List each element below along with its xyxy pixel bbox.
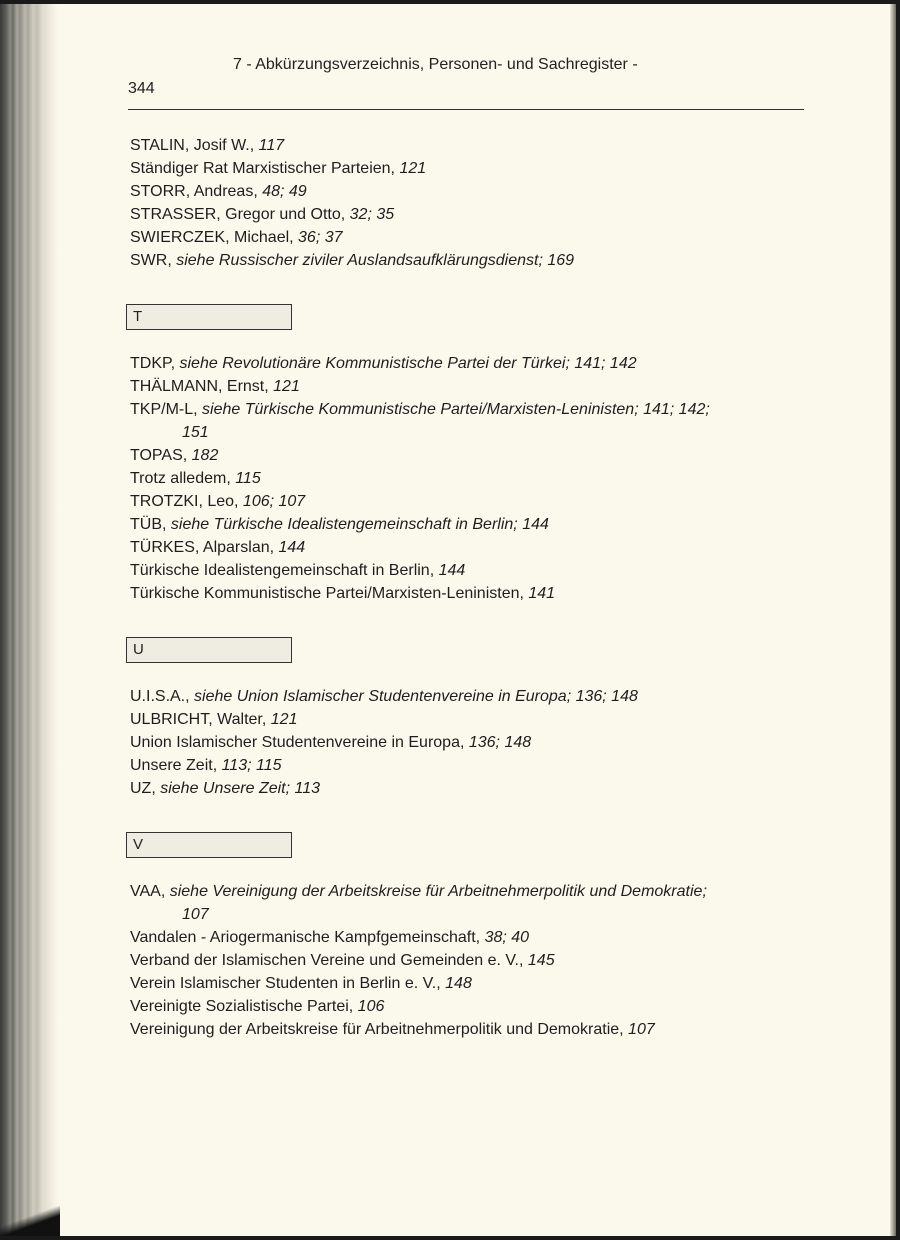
entry-term: STRASSER, Gregor und Otto, — [130, 206, 350, 223]
entry-page-numbers: 36; 37 — [298, 229, 343, 246]
entry-page-numbers: 115 — [235, 470, 261, 487]
index-content — [130, 134, 810, 1041]
entry-page-numbers: ; 169 — [538, 252, 575, 269]
index-entry — [130, 513, 810, 536]
index-entry — [130, 1018, 810, 1041]
index-section — [130, 832, 810, 1041]
index-entry — [130, 926, 810, 949]
entry-page-numbers: 113; 115 — [221, 757, 282, 774]
entry-page-numbers: 121 — [270, 711, 298, 728]
entry-term: THÄLMANN, Ernst, — [130, 378, 274, 395]
entry-term: Türkische Idealistengemeinschaft in Berlin, — [130, 562, 439, 579]
entry-term: Vereinigte Sozialistische Partei, — [130, 998, 358, 1015]
entry-term: Verein Islamischer Studenten in Berlin e. V., — [130, 975, 446, 992]
entry-term: TÜB, — [130, 516, 171, 533]
entry-page-numbers: 32; 35 — [349, 206, 395, 223]
page-header — [128, 52, 804, 112]
entry-term: Vandalen - Ariogermanische Kampfgemeinschaft, — [130, 929, 485, 946]
index-entry — [130, 490, 810, 513]
entry-page-numbers: 48; 49 — [262, 183, 307, 200]
entry-term: TOPAS, — [130, 447, 192, 464]
entry-term: Union Islamischer Studentenvereine in Europa, — [130, 734, 469, 751]
entry-page-numbers: 144 — [438, 562, 466, 579]
index-entry — [130, 352, 810, 375]
entry-term: Unsere Zeit, — [130, 757, 222, 774]
entry-page-numbers: 144 — [278, 539, 306, 556]
entry-page-numbers: ; 113 — [285, 780, 321, 797]
index-entry — [130, 134, 810, 157]
entry-term: Türkische Kommunistische Partei/Marxisten-Leninisten, — [130, 585, 529, 602]
letter-heading-box: U — [126, 637, 292, 663]
entry-page-continuation: 151 — [182, 424, 209, 441]
running-title: 7 - Abkürzungsverzeichnis, Personen- und Sachregister - — [233, 56, 638, 73]
index-entry — [130, 180, 810, 203]
entry-page-numbers: 136; 148 — [468, 734, 532, 751]
entry-see-reference: siehe Union Islamischer Studentenvereine in Europa — [194, 688, 567, 705]
header-rule — [128, 109, 804, 110]
book-binding-edge — [0, 4, 58, 1236]
entry-page-numbers: ; — [702, 883, 707, 900]
index-entry — [130, 972, 810, 995]
entry-term: Vereinigung der Arbeitskreise für Arbeitnehmerpolitik und Demokratie, — [130, 1021, 629, 1038]
entry-term: TROTZKI, Leo, — [130, 493, 243, 510]
entry-see-reference: siehe Unsere Zeit — [160, 780, 286, 797]
entry-term: TÜRKES, Alparslan, — [130, 539, 279, 556]
entry-term: STORR, Andreas, — [130, 183, 263, 200]
entry-page-numbers: 106 — [357, 998, 385, 1015]
entry-page-numbers: 121 — [273, 378, 300, 395]
entry-see-reference: siehe Vereinigung der Arbeitskreise für Arbeitnehmerpolitik und Demokratie — [169, 883, 703, 900]
index-entry — [130, 444, 810, 467]
index-entry — [130, 995, 810, 1018]
entry-page-numbers: 145 — [527, 952, 555, 969]
entry-page-numbers: 106; 107 — [242, 493, 306, 510]
entry-see-reference: siehe Türkische Kommunistische Partei/Marxisten-Leninisten — [202, 401, 635, 418]
index-section — [130, 304, 810, 605]
entry-term: U.I.S.A., — [130, 688, 195, 705]
entry-term: Ständiger Rat Marxistischer Parteien, — [130, 160, 400, 177]
binding-shadow — [0, 1206, 60, 1236]
entry-term: SWIERCZEK, Michael, — [130, 229, 299, 246]
page-right-edge — [890, 4, 896, 1236]
index-entry — [130, 467, 810, 490]
entry-page-continuation: 107 — [182, 906, 209, 923]
entry-term: ULBRICHT, Walter, — [130, 711, 271, 728]
section-spacer — [130, 272, 810, 304]
index-entry — [130, 754, 810, 777]
entry-page-numbers: 117 — [258, 137, 285, 154]
index-entry — [130, 226, 810, 249]
entry-see-reference: siehe Revolutionäre Kommunistische Partei der Türkei — [179, 355, 566, 372]
entry-page-numbers: ; 136; 148 — [566, 688, 638, 705]
index-entry — [130, 880, 810, 926]
entry-term: STALIN, Josif W., — [130, 137, 259, 154]
index-entry — [130, 203, 810, 226]
index-entry — [130, 777, 810, 800]
letter-heading-box: T — [126, 304, 292, 330]
entry-page-numbers: ; 141; 142 — [565, 355, 637, 372]
entry-term: UZ, — [130, 780, 161, 797]
book-page — [0, 4, 896, 1236]
index-section — [130, 134, 810, 272]
index-entry — [130, 157, 810, 180]
entry-term: TKP/M-L, — [130, 401, 203, 418]
entry-see-reference: siehe Russischer ziviler Auslandsaufklärungsdienst — [176, 252, 539, 269]
page-number: 344 — [128, 80, 155, 97]
entry-term: SWR, — [130, 252, 177, 269]
index-entry — [130, 536, 810, 559]
entry-page-numbers: ; 141; 142; — [634, 401, 710, 418]
index-entry — [130, 249, 810, 272]
index-entry — [130, 708, 810, 731]
index-entry — [130, 949, 810, 972]
entry-page-numbers: 141 — [528, 585, 556, 602]
index-entry — [130, 685, 810, 708]
entry-page-numbers: 107 — [628, 1021, 655, 1038]
entry-page-numbers: 38; 40 — [484, 929, 530, 946]
entry-page-numbers: 121 — [399, 160, 427, 177]
entry-see-reference: siehe Türkische Idealistengemeinschaft in Berlin — [170, 516, 514, 533]
entry-term: Trotz alledem, — [130, 470, 236, 487]
entry-term: Verband der Islamischen Vereine und Gemeinden e. V., — [130, 952, 528, 969]
index-entry — [130, 559, 810, 582]
index-entry — [130, 398, 810, 444]
entry-term: VAA, — [130, 883, 170, 900]
index-entry — [130, 731, 810, 754]
section-spacer — [130, 800, 810, 832]
entry-page-numbers: ; 144 — [513, 516, 549, 533]
entry-page-numbers: 148 — [445, 975, 472, 992]
index-section — [130, 637, 810, 800]
letter-heading-box: V — [126, 832, 292, 858]
index-entry — [130, 375, 810, 398]
entry-page-numbers: 182 — [191, 447, 219, 464]
section-spacer — [130, 605, 810, 637]
index-entry — [130, 582, 810, 605]
entry-term: TDKP, — [130, 355, 180, 372]
